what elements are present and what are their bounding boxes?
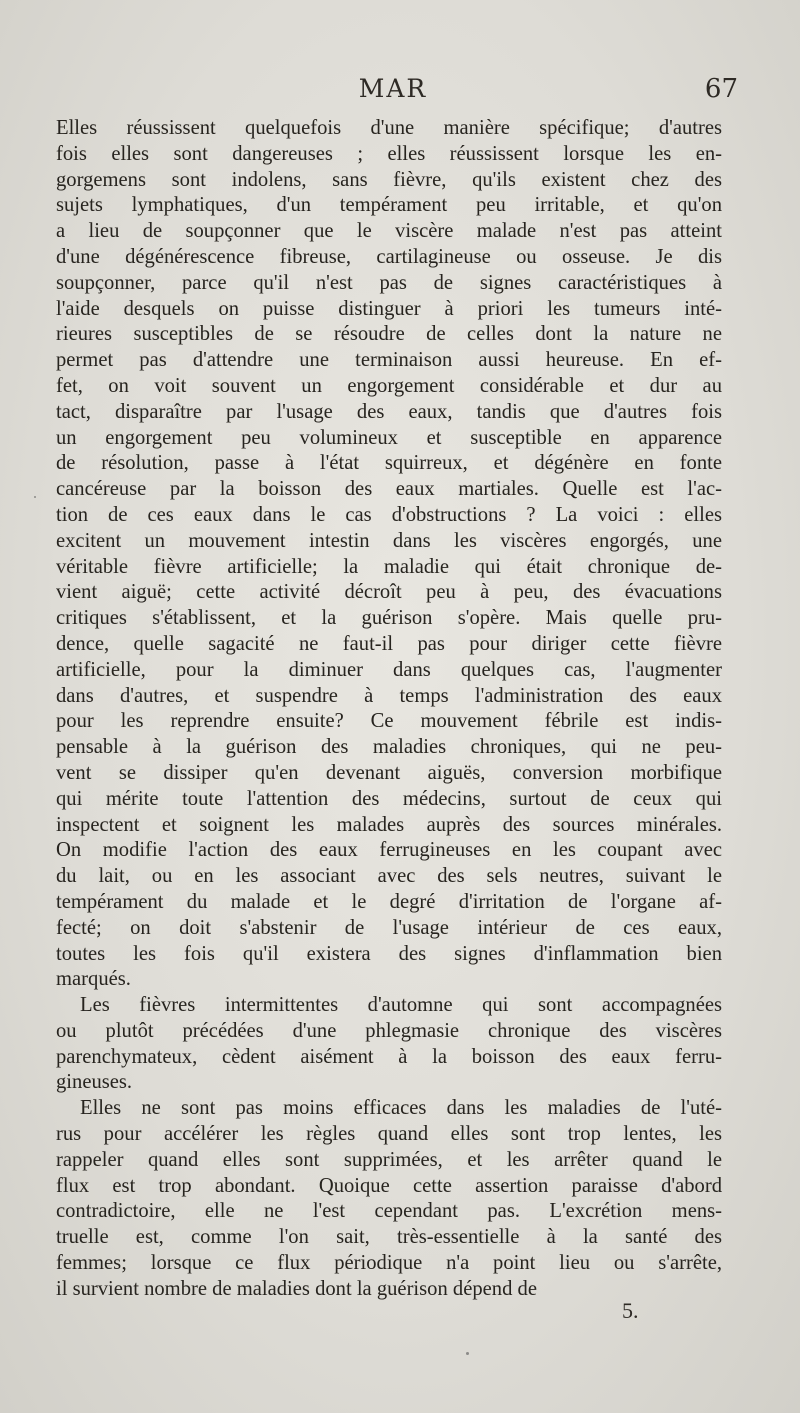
text-line: Elles réussissent quelquefois d'une manière spécifique; d'autres [56,117,722,139]
text-line: vent se dissiper qu'en devenant aiguës, conversion morbifique [56,761,722,784]
text-line: sujets lymphatiques, d'un tempérament peu irritable, et qu'on [56,194,722,217]
text-line: pour les reprendre ensuite? Ce mouvement fébrile est indis- [56,710,722,733]
text-line: rus pour accélérer les règles quand elles sont trop lentes, les [56,1123,722,1146]
text-line: pensable à la guérison des maladies chroniques, qui ne peu- [56,736,722,759]
paragraph [56,993,722,1096]
text-line: a lieu de soupçonner que le viscère malade n'est pas atteint [56,220,722,243]
ink-speck [466,1352,469,1355]
text-line: vient aiguë; cette activité décroît peu à peu, des évacuations [56,581,722,604]
text-line: critiques s'établissent, et la guérison s'opère. Mais quelle pru- [56,607,722,630]
ink-speck [34,496,36,498]
page-header [56,74,738,114]
text-line: rappeler quand elles sont supprimées, et les arrêter quand le [56,1148,722,1171]
text-line: rieures susceptibles de se résoudre de celles dont la nature ne [56,323,722,346]
text-line: d'une dégénérescence fibreuse, cartilagineuse ou osseuse. Je dis [56,245,722,268]
text-line: gorgemens sont indolens, sans fièvre, qu'ils existent chez des [56,168,722,191]
text-line: du lait, ou en les associant avec des sels neutres, suivant le [56,865,722,888]
text-line: fecté; on doit s'abstenir de l'usage intérieur de ces eaux, [56,916,722,939]
text-line: fet, on voit souvent un engorgement considérable et dur au [56,374,722,397]
body-text [56,116,722,1303]
text-line: qui mérite toute l'attention des médecins, surtout de ceux qui [56,787,722,810]
text-line: de résolution, passe à l'état squirreux, et dégénère en fonte [56,452,722,475]
text-line: fois elles sont dangereuses ; elles réussissent lorsque les en- [56,142,722,165]
signature-mark: 5. [622,1298,639,1323]
text-line: soupçonner, parce qu'il n'est pas de signes caractéristiques à [56,271,722,294]
text-line: toutes les fois qu'il existera des signes d'inflammation bien [56,942,722,965]
text-line: véritable fièvre artificielle; la maladie qui était chronique de- [56,555,722,578]
text-line: inspectent et soignent les malades auprès des sources minérales. [56,813,722,836]
text-line: femmes; lorsque ce flux périodique n'a point lieu ou s'arrête, [56,1252,722,1275]
paragraph [56,1096,722,1302]
text-line: Les fièvres intermittentes d'automne qui sont accompagnées [80,994,722,1017]
text-line: marqués. [56,968,131,991]
text-line: parenchymateux, cèdent aisément à la boisson des eaux ferru- [56,1045,722,1068]
text-line: artificielle, pour la diminuer dans quelques cas, l'augmenter [56,658,722,681]
text-line: il survient nombre de maladies dont la guérison dépend de [56,1277,537,1300]
text-line: tion de ces eaux dans le cas d'obstructions ? La voici : elles [56,503,722,526]
text-line: contradictoire, elle ne l'est cependant pas. L'excrétion mens- [56,1200,722,1223]
text-line: On modifie l'action des eaux ferrugineuses en les coupant avec [56,839,722,862]
text-line: flux est trop abondant. Quoique cette assertion paraisse d'abord [56,1174,722,1197]
text-line: truelle est, comme l'on sait, très-essentielle à la santé des [56,1226,722,1249]
text-line: un engorgement peu volumineux et susceptible en apparence [56,426,722,449]
text-line: gineuses. [56,1071,133,1094]
text-line: Elles ne sont pas moins efficaces dans les maladies de l'uté- [80,1097,722,1120]
running-title: MAR [358,74,428,103]
text-line: l'aide desquels on puisse distinguer à priori les tumeurs inté- [56,297,722,320]
text-line: dans d'autres, et suspendre à temps l'administration des eaux [56,684,722,707]
page-number: 67 [704,74,738,104]
text-line: tempérament du malade et le degré d'irritation de l'organe af- [56,890,722,913]
text-line: dence, quelle sagacité ne faut-il pas pour diriger cette fièvre [56,632,722,655]
paragraph [56,116,722,993]
text-line: ou plutôt précédées d'une phlegmasie chronique des viscères [56,1019,722,1042]
text-line: cancéreuse par la boisson des eaux martiales. Quelle est l'ac- [56,478,722,501]
text-line: permet pas d'attendre une terminaison aussi heureuse. En ef- [56,349,722,372]
text-line: tact, disparaître par l'usage des eaux, tandis que d'autres fois [56,400,722,423]
text-line: excitent un mouvement intestin dans les viscères engorgés, une [56,529,722,552]
